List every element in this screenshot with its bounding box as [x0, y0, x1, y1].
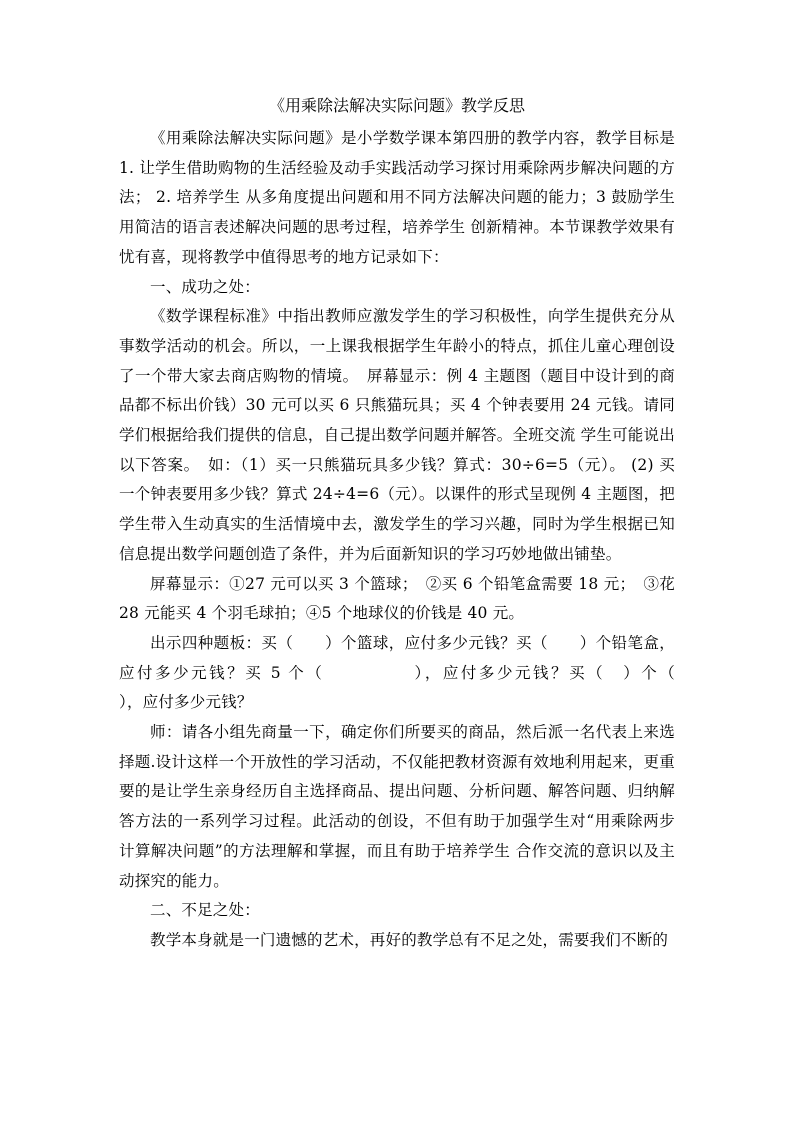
shortcomings-paragraph: 教学本身就是一门遗憾的艺术，再好的教学总有不足之处，需要我们不断的 — [150, 930, 669, 949]
success-paragraph-3: 出示四种题板：买（ ）个篮球，应付多少元钱？买（ ）个铅笔盒，应付多少元钱？买 5 个（ ），应付多少元钱？买（ ）个（ ），应付多少元钱？ — [119, 633, 754, 712]
intro-paragraph: 《用乘除法解决实际问题》是小学数学课本第四册的教学内容，教学目标是 1. 让学生借助购物的生活经验及动手实践活动学习探讨用乘除两步解决问题的方法； 2. 培养学生 从多角度提出问题和用不同方法解决问题的能力；3 鼓励学生用简洁的语言表述解决问题的思考过程，培养学生 创新精神。本节课教学效果有忧有喜，现将教学中值得思考的地方记录如下： — [119, 129, 675, 266]
document-page — [119, 96, 754, 956]
section-heading-shortcomings: 二、不足之处： — [150, 901, 260, 920]
document-title: 《用乘除法解决实际问题》教学反思 — [268, 96, 525, 115]
success-paragraph-1: 《数学课程标准》中指出教师应激发学生的学习积极性，向学生提供充分从事数学活动的机会。所以，一上课我根据学生年龄小的特点，抓住儿童心理创设了一个带大家去商店购物的情境。 屏幕显示：例 4 主题图（题目中设计到的商品都不标出价钱）30 元可以买 6 只熊猫玩具；买 4 个钟表要用 24 元钱。请同学们根据给我们提供的信息，自己提出数学问题并解答。全班交流 学生可能说出以下答案。 如：（1）买一只熊猫玩具多少钱？算式：30÷6=5（元）。 (2) 买一个钟表要用多少钱？算式 24÷4=6（元）。以课件的形式呈现例 4 主题图，把学生带入生动真实的生活情境中去，激发学生的学习兴趣，同时为学生根据已知信息提出数学问题创造了条件，并为后面新知识的学习巧妙地做出铺垫。 — [119, 307, 675, 563]
success-paragraph-2: 屏幕显示：①27 元可以买 3 个篮球； ②买 6 个铅笔盒需要 18 元； ③花 28 元能买 4 个羽毛球拍；④5 个地球仪的价钱是 40 元。 — [119, 574, 675, 623]
section-heading-success: 一、成功之处： — [150, 277, 260, 296]
success-paragraph-4: 师：请各小组先商量一下，确定你们所要买的商品，然后派一名代表上来选择题.设计这样一个开放性的学习活动，不仅能把教材资源有效地利用起来，更重要的是让学生亲身经历自主选择商品、提出问题、分析问题、解答问题、归纳解答方法的一系列学习过程。此活动的创设，不但有助于加强学生对“用乘除两步计算解决问题”的方法理解和掌握，而且有助于培养学生 合作交流的意识以及主动探究的能力。 — [119, 723, 675, 890]
